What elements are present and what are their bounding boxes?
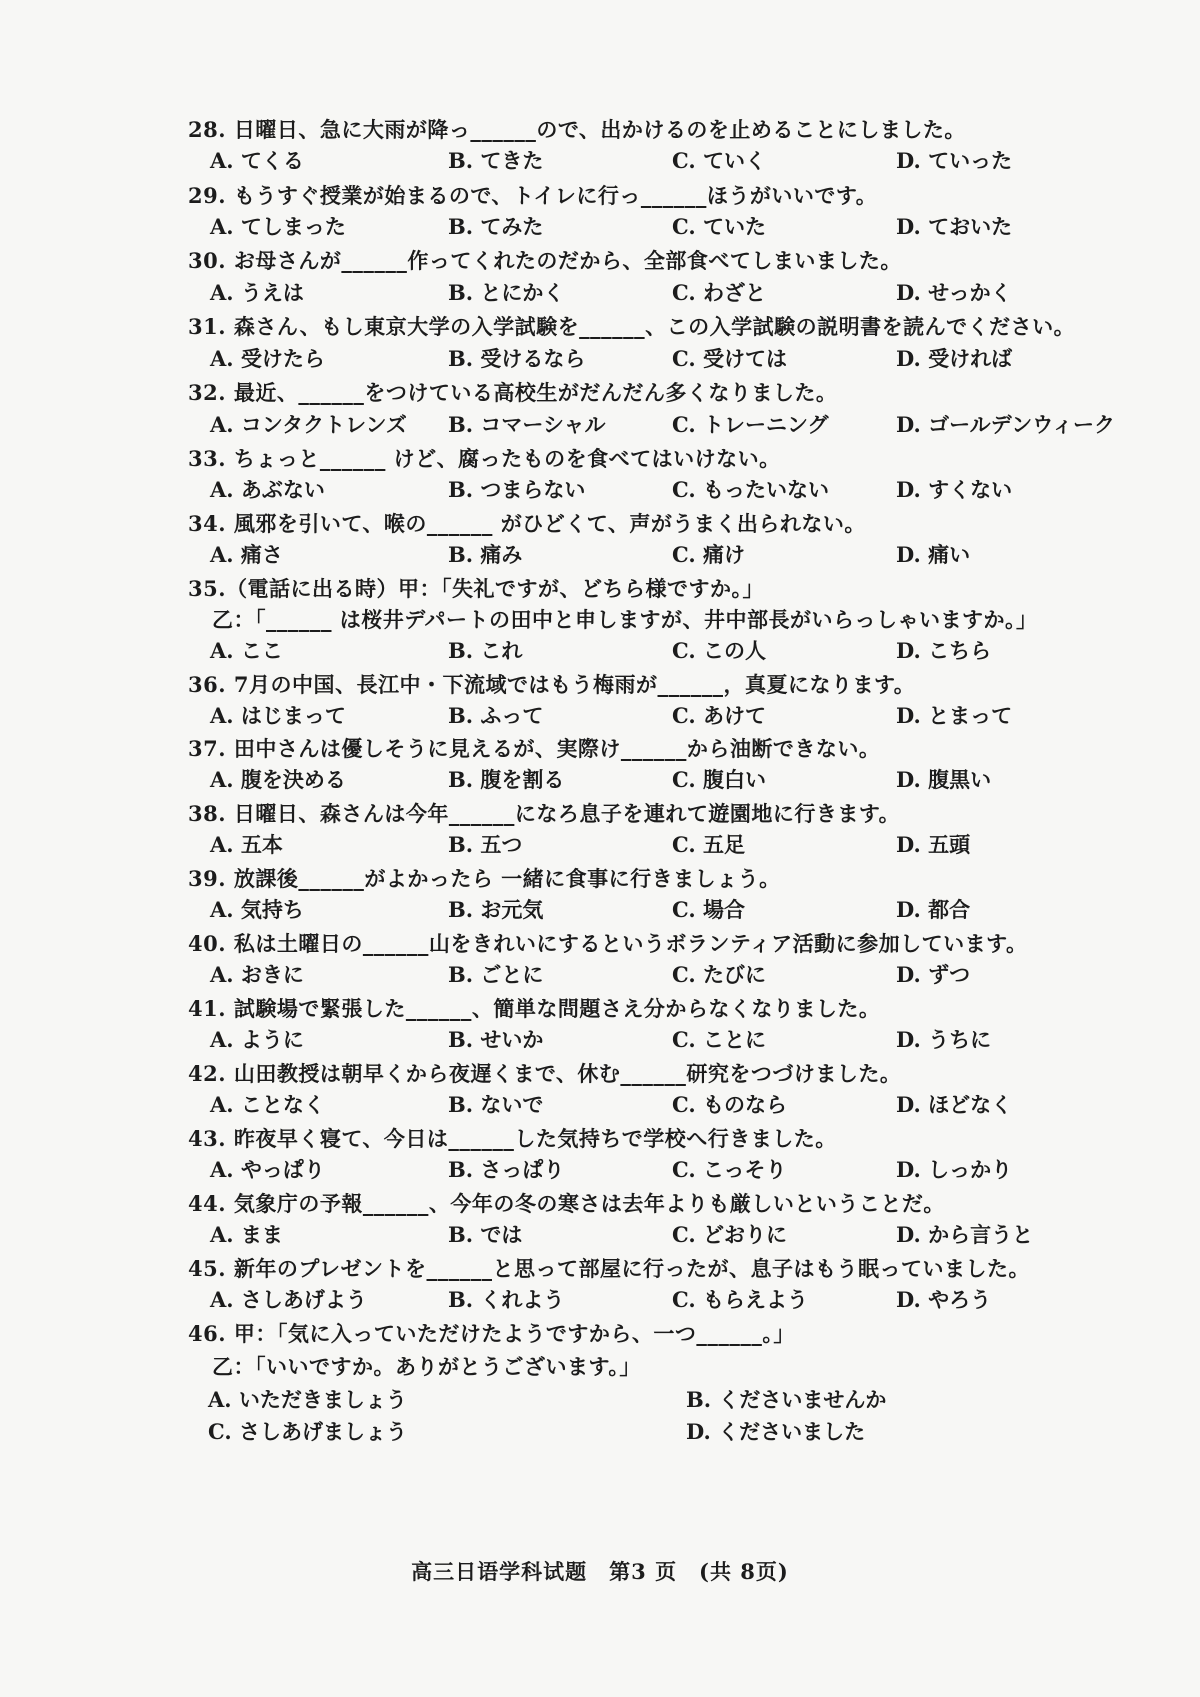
question-40-option-c: C. たびに — [672, 962, 766, 987]
question-39-stem: 39. 放課後______がよかったら 一緒に食事に行きましょう。 — [188, 866, 781, 891]
question-30-option-d: D. せっかく — [896, 280, 1012, 305]
question-39-option-a: A. 気持ち — [210, 897, 304, 922]
question-39-option-b: B. お元気 — [448, 897, 544, 922]
question-38-option-c: C. 五足 — [672, 832, 745, 857]
question-41-option-b: B. せいか — [448, 1027, 544, 1052]
question-35-stem-line2: 乙：「______ は桜井デパートの田中と申しますが、井中部長がいらっしゃいますか。」 — [212, 607, 1038, 632]
page-footer: 高三日语学科试题 第3 页 (共 8页) — [411, 1559, 789, 1584]
question-46-stem: 46. 甲：「気に入っていただけたようですから、一つ______。」 — [188, 1321, 795, 1346]
question-37-option-d: D. 腹黒い — [896, 767, 992, 792]
question-45-option-d: D. やろう — [896, 1287, 992, 1312]
question-31-option-a: A. 受けたら — [210, 346, 325, 371]
question-28-stem: 28. 日曜日、急に大雨が降っ______ので、出かけるのを止めることにしました。 — [188, 117, 966, 142]
question-42-option-c: C. ものなら — [672, 1092, 787, 1117]
question-32-option-a: A. コンタクトレンズ — [210, 412, 407, 437]
question-38-option-b: B. 五つ — [448, 832, 523, 857]
question-34-option-d: D. 痛い — [896, 542, 971, 567]
question-32-option-b: B. コマーシャル — [448, 412, 606, 437]
question-34-stem: 34. 風邪を引いて、喉の______ がひどくて、声がうまく出られない。 — [188, 511, 866, 536]
question-42-option-d: D. ほどなく — [896, 1092, 1013, 1117]
question-39-option-c: C. 場合 — [672, 897, 745, 922]
question-29-option-a: A. てしまった — [210, 214, 346, 239]
question-39-option-d: D. 都合 — [896, 897, 971, 922]
question-35-option-a: A. ここ — [210, 638, 283, 663]
question-41-option-c: C. ことに — [672, 1027, 766, 1052]
question-46-option-d: D. くださいました — [686, 1419, 866, 1444]
question-43-stem: 43. 昨夜早く寝て、今日は______した気持ちで学校へ行きました。 — [188, 1126, 837, 1151]
question-38-stem: 38. 日曜日、森さんは今年______になろ息子を連れて遊園地に行きます。 — [188, 801, 901, 826]
question-45-stem: 45. 新年のプレゼントを______と思って部屋に行ったが、息子はもう眠っていました。 — [188, 1256, 1031, 1281]
question-43-option-a: A. やっぱり — [210, 1157, 325, 1182]
question-40-option-b: B. ごとに — [448, 962, 544, 987]
question-46-stem-line2: 乙：「いいですか。ありがとうございます。」 — [212, 1354, 641, 1379]
question-37-option-a: A. 腹を決める — [210, 767, 346, 792]
question-34-option-a: A. 痛さ — [210, 542, 283, 567]
question-42-option-b: B. ないで — [448, 1092, 544, 1117]
question-32-option-c: C. トレーニング — [672, 412, 829, 437]
question-43-option-c: C. こっそり — [672, 1157, 787, 1182]
question-31-stem: 31. 森さん、もし東京大学の入学試験を______、この入学試験の説明書を読んでください。 — [188, 314, 1076, 339]
question-44-option-c: C. どおりに — [672, 1222, 787, 1247]
question-28-option-d: D. ていった — [896, 148, 1013, 173]
question-40-option-a: A. おきに — [210, 962, 304, 987]
question-46-option-a: A. いただきましょう — [208, 1387, 407, 1412]
question-35-option-c: C. この人 — [672, 638, 766, 663]
question-36-option-b: B. ふって — [448, 703, 544, 728]
question-34-option-b: B. 痛み — [448, 542, 523, 567]
question-41-option-a: A. ように — [210, 1027, 304, 1052]
question-33-stem: 33. ちょっと______ けど、腐ったものを食べてはいけない。 — [188, 446, 781, 471]
question-33-option-c: C. もったいない — [672, 477, 829, 502]
question-31-option-b: B. 受けるなら — [448, 346, 586, 371]
question-46-option-b: B. くださいませんか — [686, 1387, 887, 1412]
question-36-option-d: D. とまって — [896, 703, 1013, 728]
question-40-stem: 40. 私は土曜日の______山をきれいにするというボランティア活動に参加しています。 — [188, 931, 1028, 956]
question-37-option-b: B. 腹を割る — [448, 767, 565, 792]
question-33-option-a: A. あぶない — [210, 477, 325, 502]
question-32-stem: 32. 最近、______をつけている高校生がだんだん多くなりました。 — [188, 380, 838, 405]
question-36-stem: 36. 7月の中国、長江中・下流域ではもう梅雨が______，真夏になります。 — [188, 672, 916, 697]
question-43-option-d: D. しっかり — [896, 1157, 1013, 1182]
question-36-option-c: C. あけて — [672, 703, 766, 728]
question-44-option-a: A. まま — [210, 1222, 283, 1247]
question-38-option-d: D. 五頭 — [896, 832, 971, 857]
question-28-option-a: A. てくる — [210, 148, 304, 173]
question-44-option-b: B. では — [448, 1222, 523, 1247]
question-29-stem: 29. もうすぐ授業が始まるので、トイレに行っ______ほうがいいです。 — [188, 183, 878, 208]
question-30-stem: 30. お母さんが______作ってくれたのだから、全部食べてしまいました。 — [188, 248, 902, 273]
question-35-option-b: B. これ — [448, 638, 523, 663]
question-41-stem: 41. 試験場で緊張した______、簡単な問題さえ分からなくなりました。 — [188, 996, 881, 1021]
question-44-option-d: D. から言うと — [896, 1222, 1034, 1247]
question-30-option-b: B. とにかく — [448, 280, 565, 305]
question-45-option-a: A. さしあげよう — [210, 1287, 367, 1312]
question-28-option-c: C. ていく — [672, 148, 766, 173]
question-42-option-a: A. ことなく — [210, 1092, 325, 1117]
question-33-option-b: B. つまらない — [448, 477, 586, 502]
question-46-option-c: C. さしあげましょう — [208, 1419, 407, 1444]
question-45-option-b: B. くれよう — [448, 1287, 565, 1312]
question-33-option-d: D. すくない — [896, 477, 1013, 502]
question-28-option-b: B. てきた — [448, 148, 544, 173]
question-42-stem: 42. 山田教授は朝早くから夜遅くまで、休む______研究をつづけました。 — [188, 1061, 902, 1086]
question-30-option-c: C. わざと — [672, 280, 766, 305]
question-37-option-c: C. 腹白い — [672, 767, 766, 792]
question-35-stem: 35.（電話に出る時）甲：「失礼ですが、どちら様ですか。」 — [188, 576, 765, 601]
question-35-option-d: D. こちら — [896, 638, 992, 663]
question-32-option-d: D. ゴールデンウィーク — [896, 412, 1115, 437]
question-34-option-c: C. 痛け — [672, 542, 745, 567]
question-43-option-b: B. さっぱり — [448, 1157, 565, 1182]
question-44-stem: 44. 気象庁の予報______、今年の冬の寒さは去年よりも厳しいということだ。 — [188, 1191, 945, 1216]
question-30-option-a: A. うえは — [210, 280, 304, 305]
question-38-option-a: A. 五本 — [210, 832, 283, 857]
question-40-option-d: D. ずつ — [896, 962, 971, 987]
question-31-option-c: C. 受けては — [672, 346, 787, 371]
question-45-option-c: C. もらえよう — [672, 1287, 808, 1312]
question-36-option-a: A. はじまって — [210, 703, 346, 728]
question-29-option-b: B. てみた — [448, 214, 544, 239]
question-29-option-d: D. ておいた — [896, 214, 1013, 239]
question-41-option-d: D. うちに — [896, 1027, 992, 1052]
question-31-option-d: D. 受ければ — [896, 346, 1013, 371]
question-29-option-c: C. ていた — [672, 214, 766, 239]
question-37-stem: 37. 田中さんは優しそうに見えるが、実際け______から油断できない。 — [188, 736, 881, 761]
